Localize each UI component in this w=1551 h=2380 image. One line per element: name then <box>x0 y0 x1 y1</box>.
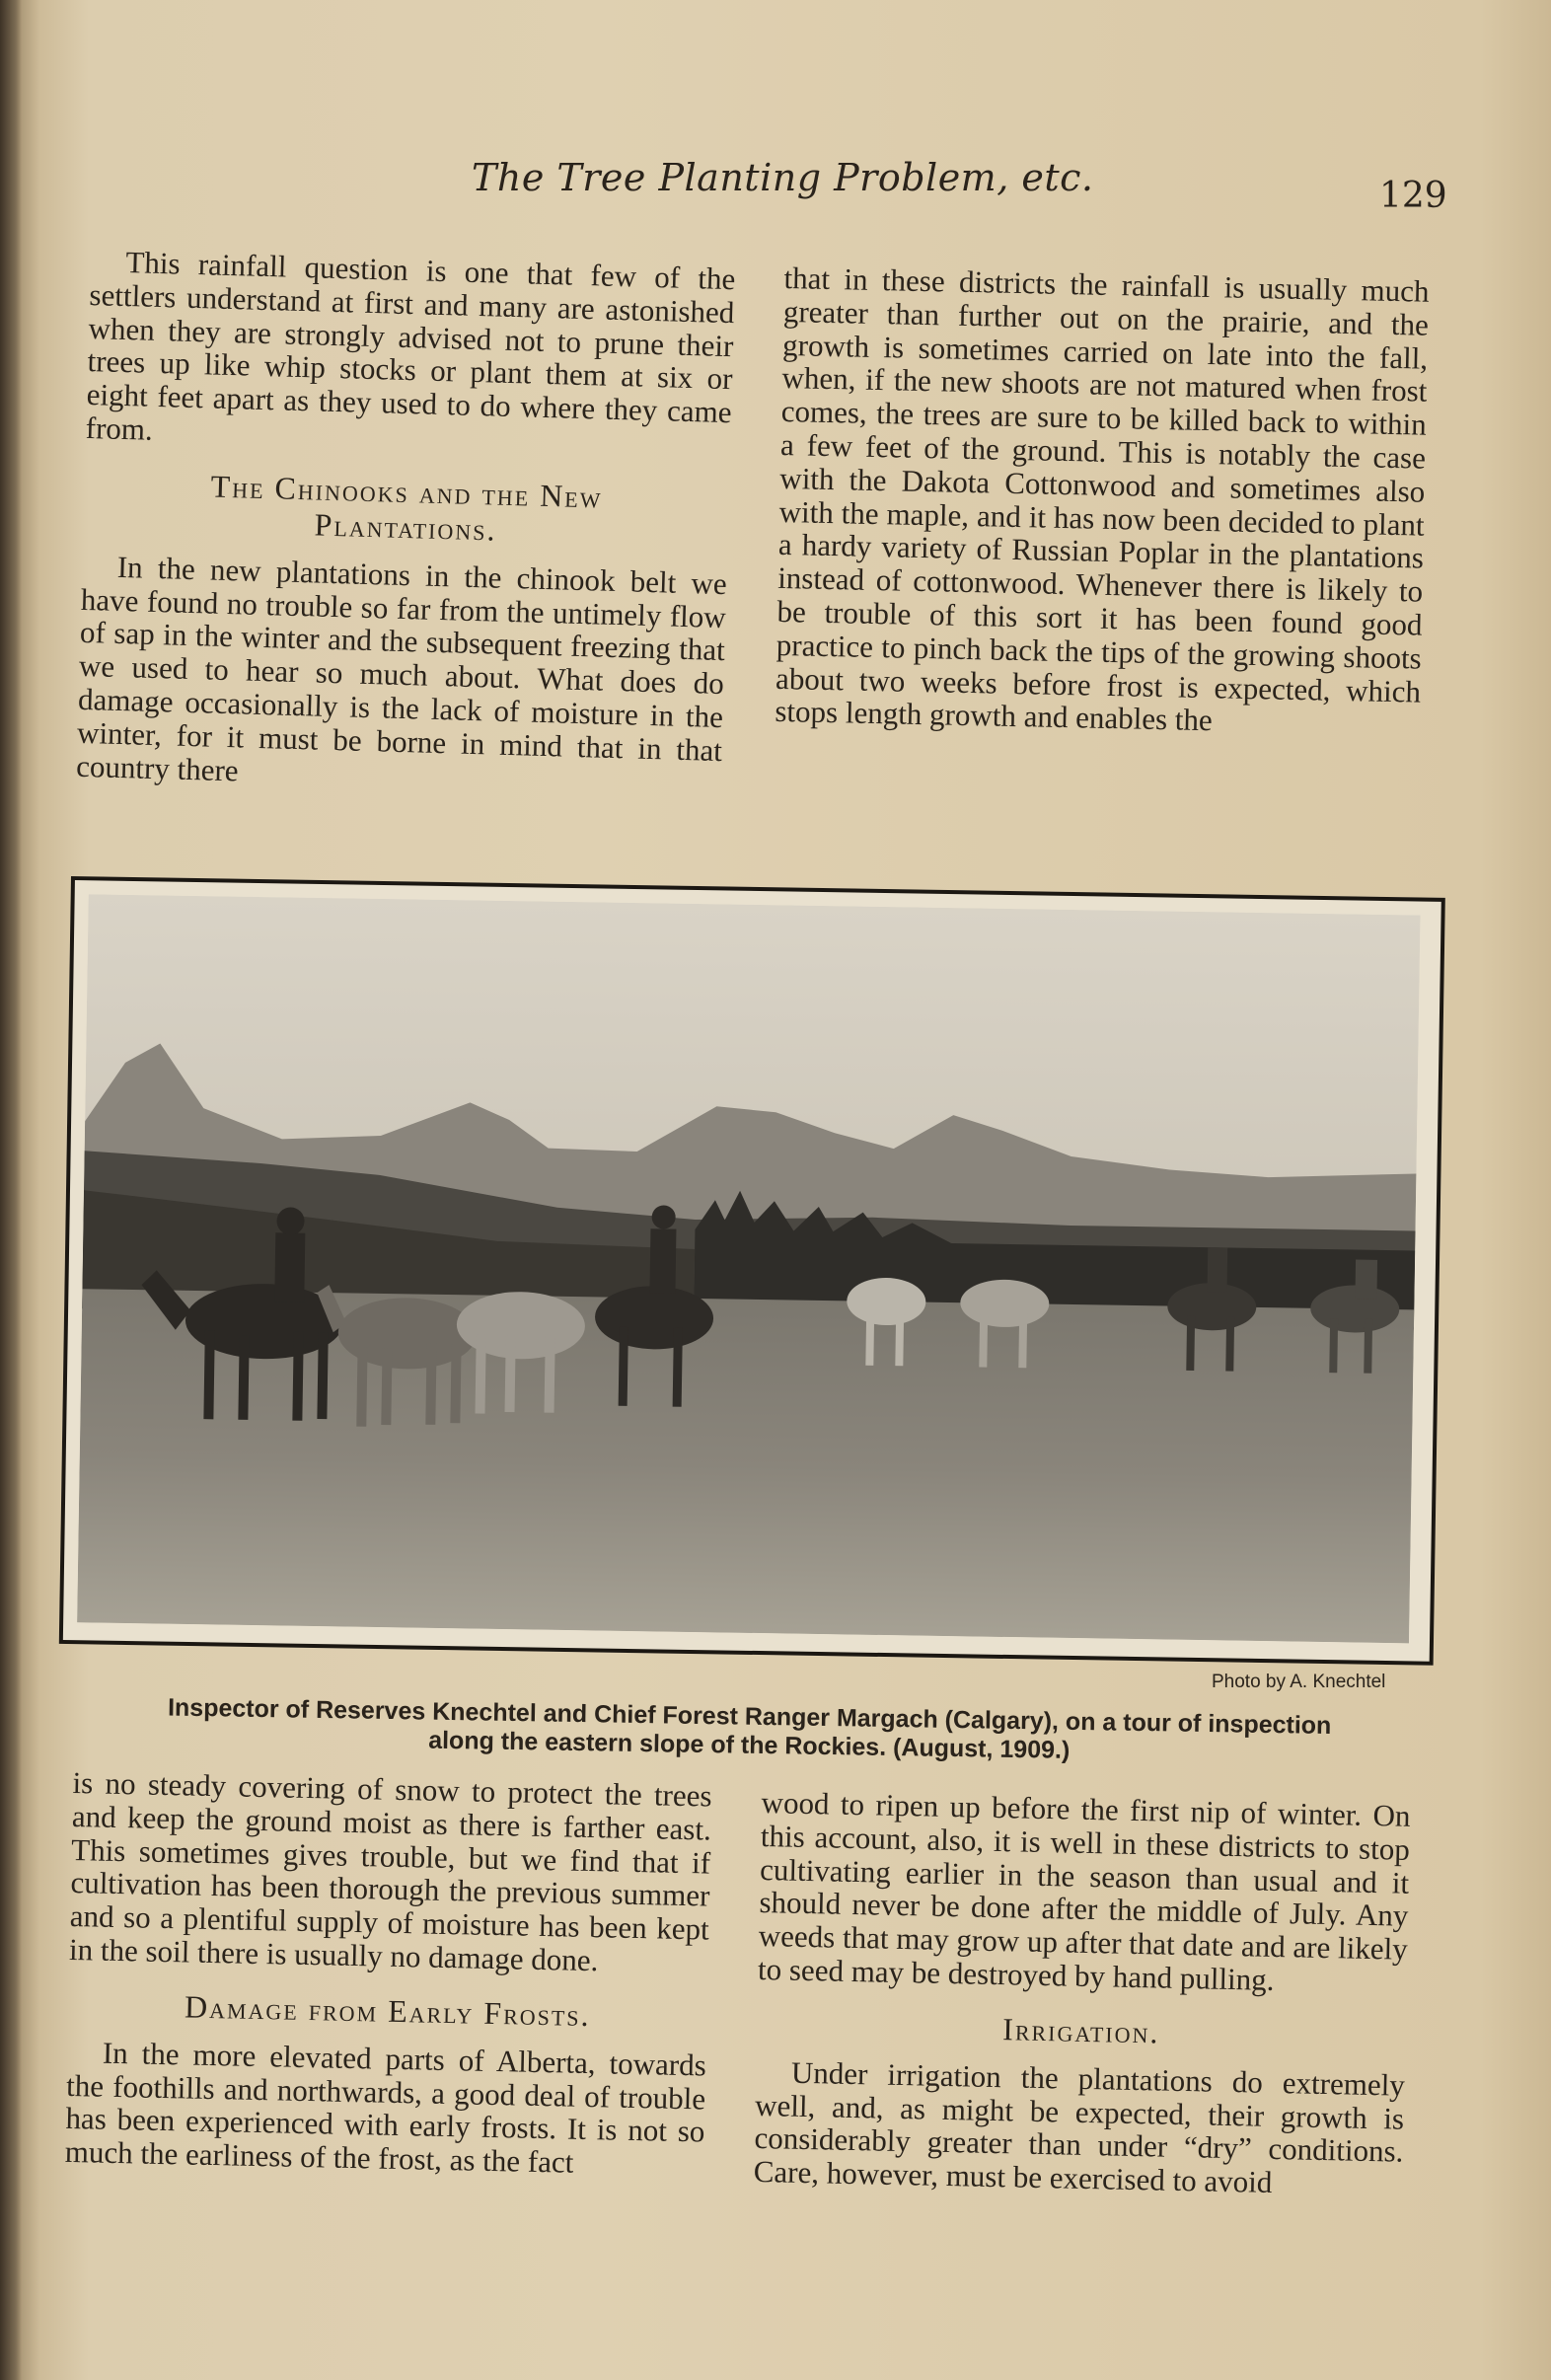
ripen-paragraph: wood to ripen up before the first nip of winter. On this account, also, it is well in these districts to stop cultivating earlier in the season than usual and it should never be done after the middle of July. Any weeds that may grow up after that date and are likely to seed may be destroyed by hand pulling. <box>757 1785 1411 1997</box>
top-left-column <box>76 245 736 800</box>
chinook-paragraph: In the new plantations in the chinook belt we have found no trouble so far from the untimely flow of sap in the winter and the subsequent freezing that we used to hear so much about. What does do damage occasionally is the lack of moisture in the winter, for it must be borne in mind that in that country there <box>75 549 728 787</box>
heading-line-1: The Chinooks and the New <box>210 468 604 515</box>
running-title: The Tree Planting Problem, etc. <box>472 156 1094 199</box>
bottom-right-column <box>753 1786 1410 2202</box>
irrigation-paragraph: Under irrigation the plantations do extremely well, and, as might be expected, their growth is considerably greater than under “dry” conditions. Care, however, must be exercised to avoid <box>753 2054 1406 2200</box>
heading-line-2: Plantations. <box>314 506 498 548</box>
early-frosts-paragraph: In the more elevated parts of Alberta, towards the foothills and northwards, a good deal of trouble has been experienced with early frosts. It is not so much the earliness of the frost, as the fact <box>64 2035 707 2180</box>
figure-caption: Inspector of Reserves Knechtel and Chief Forest Ranger Margach (Calgary), on a tour of inspection along the eastern slope of the Rockies. (August, 1909.) <box>167 1693 1332 1764</box>
top-right-column <box>775 261 1430 742</box>
section-heading-chinooks <box>83 465 730 554</box>
snow-paragraph: is no steady covering of snow to protect the trees and keep the ground moist as there is farther east. This sometimes gives trouble, but we find that if cultivation has been thorough the previous summer and so a plentiful supply of moisture has been kept in the soil there is usually no damage done. <box>68 1765 712 1978</box>
page-number: 129 <box>1379 176 1447 216</box>
photograph-horses-rockies <box>77 894 1420 1643</box>
section-heading-early-frosts: Damage from Early Frosts. <box>184 1988 592 2033</box>
continued-paragraph: that in these districts the rainfall is usually much greater than further out on the prairie, and the growth is sometimes carried on late into the fall, when, if the new shoots are not matured when frost comes, the trees are sure to be killed back to within a few feet of the ground. This is notably the case with the Dakota Cottonwood and sometimes also with the maple, and it has now been decided to plant a hardy variety of Russian Poplar in the plantations instead of cottonwood. Whenever there is likely to be trouble of this sort it has been found good practice to pinch back the tips of the growing shoots about two weeks before frost is expected, which stops length growth and enables the <box>775 260 1430 738</box>
book-spine-shadow <box>0 0 22 2380</box>
photo-credit: Photo by A. Knechtel <box>1212 1672 1386 1692</box>
photograph-frame <box>59 876 1445 1666</box>
bottom-left-column <box>64 1766 711 2182</box>
section-heading-irrigation: Irrigation. <box>1001 2010 1160 2050</box>
intro-paragraph: This rainfall question is one that few of the settlers understand at first and many are astonished when they are strongly advised not to prune their trees up like whip stocks or plant them at six or eight feet apart as they used to do where they came from. <box>85 245 736 447</box>
